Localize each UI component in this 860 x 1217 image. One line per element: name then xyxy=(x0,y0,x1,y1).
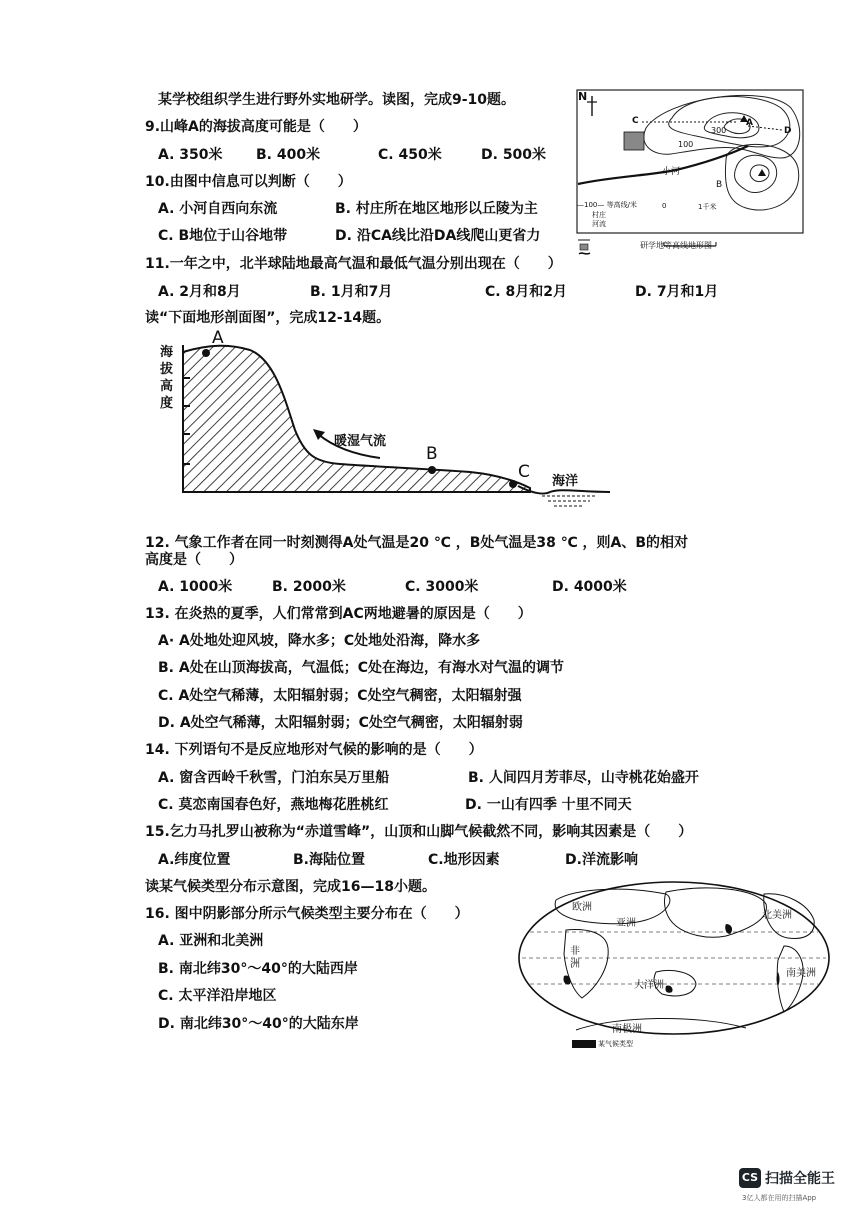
ocean-label: 海洋 xyxy=(552,474,579,489)
village-icon xyxy=(624,132,644,150)
q14-option-a: A. 窗含西岭千秋雪，门泊东吴万里船 xyxy=(158,770,390,786)
q15-stem: 15.乞力马扎罗山被称为“赤道雪峰”，山顶和山脚气候截然不同，影响其因素是（ ） xyxy=(145,824,693,840)
profile-label-a: A xyxy=(212,328,224,348)
q13-stem: 13. 在炎热的夏季，人们常常到AC两地避暑的原因是（ ） xyxy=(145,606,532,622)
map-label-asia: 亚洲 xyxy=(616,918,636,929)
q12-option-a: A. 1000米 xyxy=(158,579,233,595)
scale-zero: 0 xyxy=(662,202,667,210)
q10-option-a: A. 小河自西向东流 xyxy=(158,201,278,217)
q14-option-c: C. 莫恋南国春色好，燕地梅花胜桃红 xyxy=(158,797,389,813)
contour-map xyxy=(576,88,806,258)
q12-option-d: D. 4000米 xyxy=(552,579,627,595)
camscanner-logo-icon: CS xyxy=(739,1168,761,1188)
map-label-south-america: 南美洲 xyxy=(786,968,816,979)
q9-option-c: C. 450米 xyxy=(378,147,442,163)
legend-contour: —100— 等高线/米 xyxy=(577,201,637,209)
q10-option-b: B. 村庄所在地区地形以丘陵为主 xyxy=(335,201,538,217)
profile-ylabel-2: 拔 xyxy=(160,362,174,377)
q13-option-a: A· A处地处迎风坡，降水多；C处地处沿海，降水多 xyxy=(158,633,481,649)
q12-option-c: C. 3000米 xyxy=(405,579,479,595)
q16-option-c: C. 太平洋沿岸地区 xyxy=(158,988,277,1004)
map-label-africa-1: 非 xyxy=(570,946,580,957)
profile-ylabel-3: 高 xyxy=(160,379,174,394)
q9-option-b: B. 400米 xyxy=(256,147,321,163)
q10-stem: 10.由图中信息可以判断（ ） xyxy=(145,174,352,190)
q13-option-c: C. A处空气稀薄，太阳辐射弱；C处空气稠密，太阳辐射强 xyxy=(158,688,522,704)
q15-option-b: B.海陆位置 xyxy=(293,852,365,868)
q16-option-d: D. 南北纬30°～40°的大陆东岸 xyxy=(158,1016,359,1032)
q13-option-d: D. A处空气稀薄，太阳辐射弱；C处空气稠密，太阳辐射弱 xyxy=(158,715,523,731)
map-label-north-america: 北美洲 xyxy=(762,910,792,921)
q9-option-d: D. 500米 xyxy=(481,147,547,163)
q11-option-b: B. 1月和7月 xyxy=(310,284,393,300)
contour-map-caption: 研学地等高线地形图 xyxy=(640,241,712,250)
intro-16-18: 读某气候类型分布示意图，完成16—18小题。 xyxy=(145,879,436,895)
q14-option-b: B. 人间四月芳菲尽，山寺桃花始盛开 xyxy=(468,770,699,786)
legend-swatch xyxy=(572,1040,596,1048)
intro-9-10: 某学校组织学生进行野外实地研学。读图，完成9-10题。 xyxy=(158,92,516,108)
q11-option-c: C. 8月和2月 xyxy=(485,284,567,300)
profile-label-b: B xyxy=(426,444,438,464)
q10-option-d: D. 沿CA线比沿DA线爬山更省力 xyxy=(335,228,541,244)
profile-ylabel-1: 海 xyxy=(160,345,174,360)
legend-village: 村庄 xyxy=(592,211,606,219)
peak-icon xyxy=(758,169,766,176)
profile-label-c: C xyxy=(518,462,530,482)
q15-option-d: D.洋流影响 xyxy=(565,852,638,868)
q10-option-c: C. B地位于山谷地带 xyxy=(158,228,288,244)
q14-stem: 14. 下列语句不是反应地形对气候的影响的是（ ） xyxy=(145,742,483,758)
map-label-africa-2: 洲 xyxy=(570,959,580,970)
contour-100-label: 100 xyxy=(678,140,694,149)
q16-stem: 16. 图中阴影部分所示气候类型主要分布在（ ） xyxy=(145,906,469,922)
q12-stem-line1: 12. 气象工作者在同一时刻测得A处气温是20 ℃ ，B处气温是38 ℃ ，则A、B的相对 xyxy=(145,535,689,551)
q15-option-a: A.纬度位置 xyxy=(158,852,231,868)
world-climate-map-figure xyxy=(516,880,832,1050)
q14-option-d: D. 一山有四季 十里不同天 xyxy=(465,797,632,813)
contour-point-c: C xyxy=(632,116,639,126)
map-label-europe: 欧洲 xyxy=(572,902,592,913)
profile-point-b-marker xyxy=(428,466,436,474)
contour-point-a: A xyxy=(746,118,753,128)
map-legend-label: 某气候类型 xyxy=(598,1040,633,1048)
terrain-profile xyxy=(150,330,620,510)
q9-stem: 9.山峰A的海拔高度可能是（ ） xyxy=(145,119,367,135)
q16-option-b: B. 南北纬30°～40°的大陆西岸 xyxy=(158,961,358,977)
profile-point-a-marker xyxy=(202,349,210,357)
contour-map-figure xyxy=(576,88,806,258)
profile-ylabel-4: 度 xyxy=(160,396,174,411)
contour-point-b: B xyxy=(716,180,723,190)
river-label: 小河 xyxy=(662,167,681,177)
terrain-profile-figure xyxy=(150,330,620,510)
watermark-name: 扫描全能王 xyxy=(765,1171,835,1187)
q12-stem-line2: 高度是（ ） xyxy=(145,552,243,568)
map-label-oceania: 大洋洲 xyxy=(634,980,664,991)
intro-12-14: 读“下面地形剖面图”，完成12-14题。 xyxy=(145,310,391,326)
scale-one-km: 1千米 xyxy=(698,203,717,211)
contour-300-label: 300 xyxy=(711,126,727,135)
profile-point-c-marker xyxy=(509,480,517,488)
q9-option-a: A. 350米 xyxy=(158,147,223,163)
q11-stem: 11.一年之中，北半球陆地最高气温和最低气温分别出现在（ ） xyxy=(145,256,562,272)
north-label: N xyxy=(578,90,588,103)
q11-option-d: D. 7月和1月 xyxy=(635,284,719,300)
watermark-subtitle: 3亿人都在用的扫描App xyxy=(742,1194,817,1202)
airflow-label: 暖湿气流 xyxy=(334,434,387,449)
legend-river: 河流 xyxy=(592,220,606,228)
q12-option-b: B. 2000米 xyxy=(272,579,346,595)
q16-option-a: A. 亚洲和北美洲 xyxy=(158,933,264,949)
terrain-shape xyxy=(183,346,530,492)
contour-point-d: D xyxy=(784,126,792,136)
q15-option-c: C.地形因素 xyxy=(428,852,500,868)
map-label-antarctica: 南极洲 xyxy=(612,1024,642,1035)
q11-option-a: A. 2月和8月 xyxy=(158,284,241,300)
q13-option-b: B. A处在山顶海拔高，气温低；C处在海边，有海水对气温的调节 xyxy=(158,660,564,676)
